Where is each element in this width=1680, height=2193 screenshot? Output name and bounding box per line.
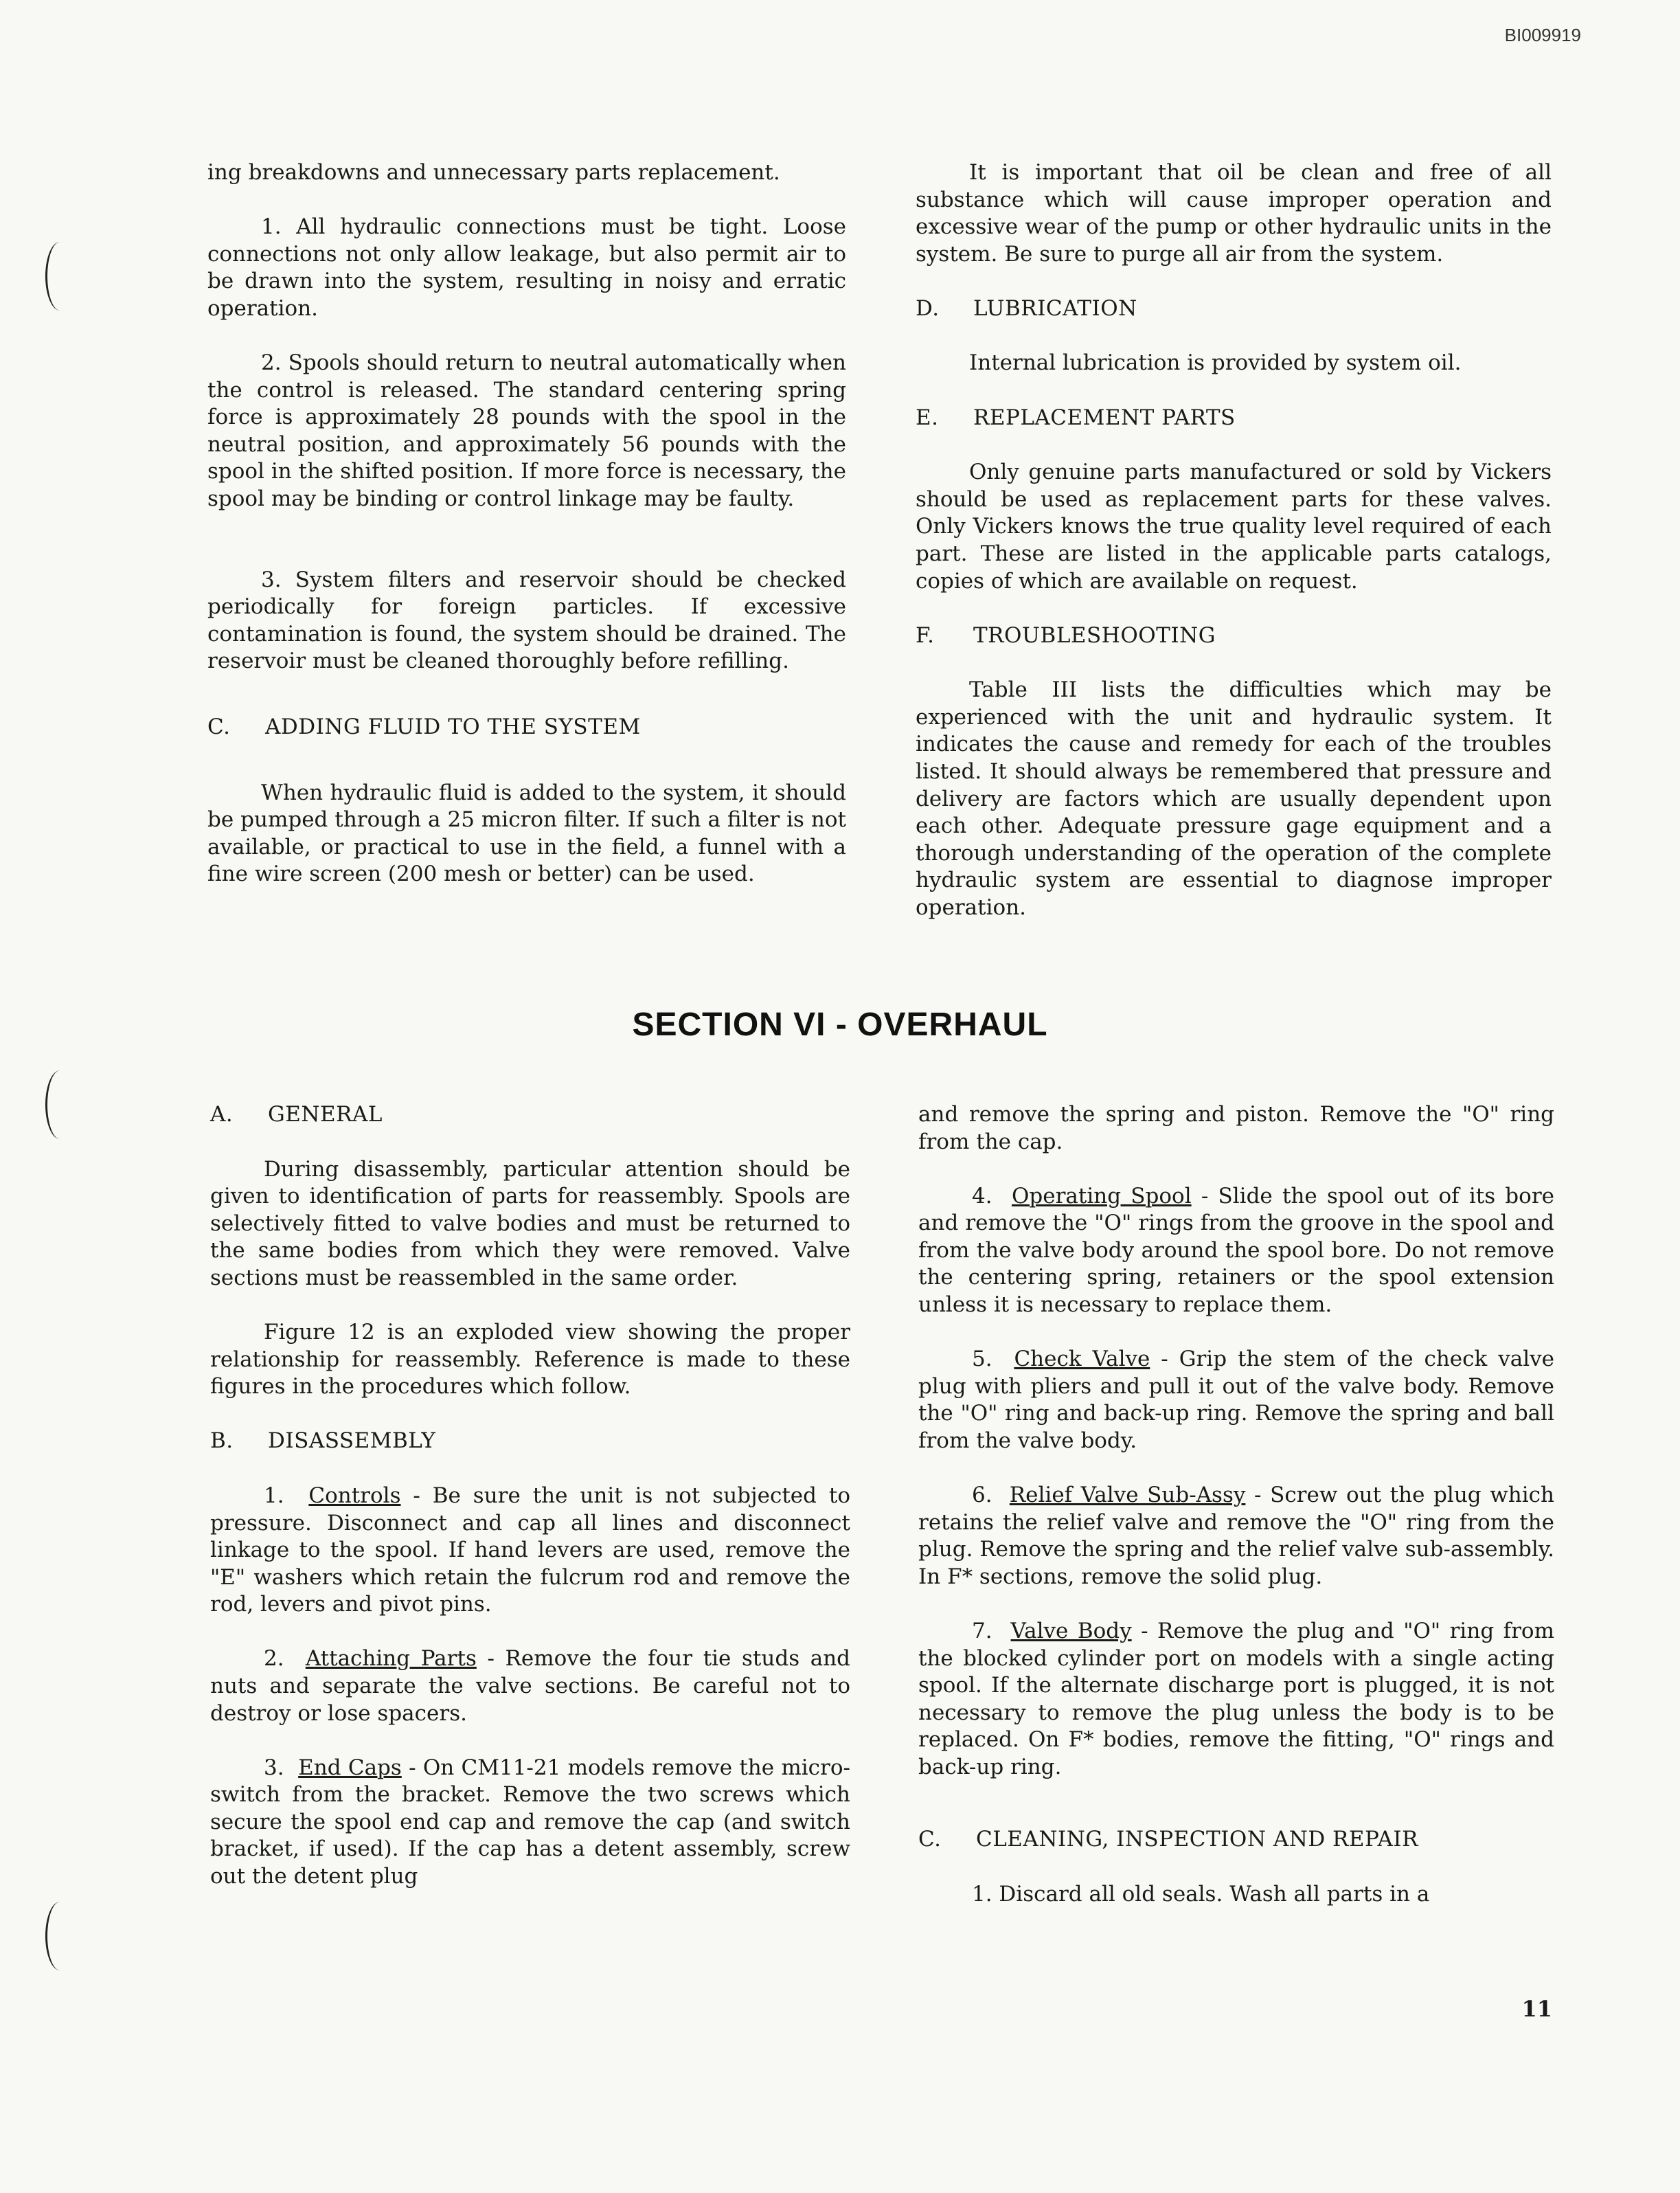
step-title: Operating Spool (1012, 1183, 1192, 1208)
subsection-heading (916, 295, 1552, 323)
procedure-step (210, 1483, 850, 1619)
step-body: - Be sure the unit is not subjected to pressure. Disconnect and cap all lines and disconnect linkage to the spool. If hand levers are used, remove the "E" washers which retain the fulcrum rod and remove the rod, levers and pivot pins. (210, 1483, 850, 1617)
subsection-title: ADDING FLUID TO THE SYSTEM (265, 714, 641, 739)
procedure-step (918, 1346, 1554, 1454)
subsection-letter: C. (918, 1827, 942, 1852)
section-title: SECTION VI - OVERHAUL (632, 1006, 1048, 1043)
subsection-title: REPLACEMENT PARTS (973, 405, 1236, 430)
column-bottom-right (918, 1101, 1554, 1935)
procedure-step (210, 1755, 850, 1891)
step-body: - Grip the stem of the check valve plug with pliers and pull it out of the valve body. Remove the "O" ring and back-up ring. Remove the spring and ball from the valve body. (918, 1347, 1554, 1453)
paragraph: During disassembly, particular attention should be given to identification of parts for reassembly. Spools are selectively fitted to valve bodies and must be returned to the same bodies from which they were removed. Valve sections must be reassembled in the same order. (210, 1156, 850, 1290)
paragraph: 2. Spools should return to neutral automatically when the control is released. The standard centering spring force is approximately 28 pounds with the spool in the neutral position, and approximately 56 pounds with the spool in the shifted position. If more force is necessary, the spool may be binding or control linkage may be faulty. (207, 350, 846, 511)
subsection-letter: F. (916, 622, 935, 648)
subsection-title: LUBRICATION (973, 295, 1137, 321)
step-title: Relief Valve Sub-Assy (1009, 1483, 1246, 1508)
subsection-heading (916, 405, 1552, 432)
step-number: 3. (264, 1755, 284, 1780)
step-title: Attaching Parts (305, 1646, 477, 1672)
paragraph: 1. Discard all old seals. Wash all parts in a (972, 1882, 1430, 1907)
step-body: - Slide the spool out of its bore and remove the "O" rings from the groove in the spool and from the valve body around the spool bore. Do not remove the centering spring, retainers or the spool extension unless it is necessary to replace them. (918, 1183, 1554, 1318)
subsection-heading (918, 1826, 1554, 1854)
subsection-heading (210, 1101, 850, 1129)
subsection-letter: B. (210, 1428, 234, 1454)
procedure-step (918, 1183, 1554, 1319)
step-body: - Screw out the plug which retains the relief valve and remove the "O" ring from the plug. Remove the spring and the relief valve sub-assembly. In F* sections, remove the solid plug. (918, 1483, 1554, 1589)
step-number: 6. (972, 1483, 992, 1508)
binder-hole-mark (45, 1902, 75, 1970)
paragraph: Internal lubrication is provided by system oil. (969, 350, 1462, 376)
step-number: 5. (972, 1347, 992, 1372)
page-number: 11 (1521, 1996, 1552, 2022)
subsection-heading (207, 714, 846, 741)
step-body: - On CM11-21 models remove the micro-switch from the bracket. Remove the two screws which secure the spool end cap and remove the cap (and switch bracket, if used). If the cap has a detent assembly, screw out the detent plug (210, 1755, 850, 1889)
step-number: 1. (264, 1483, 284, 1508)
paragraph: When hydraulic fluid is added to the system, it should be pumped through a 25 micron filter. If such a filter is not available, or practical to use in the field, a funnel with a fine wire screen (200 mesh or better) can be used. (207, 780, 846, 887)
step-number: 2. (264, 1646, 284, 1672)
subsection-heading (916, 622, 1552, 650)
paragraph: 3. System filters and reservoir should be checked periodically for foreign particles. If excessive contamination is found, the system should be drained. The reservoir must be cleaned thoroughly before refilling. (207, 567, 846, 674)
procedure-step (210, 1645, 850, 1727)
paragraph: 1. All hydraulic connections must be tight. Loose connections not only allow leakage, but also permit air to be drawn into the system, resulting in noisy and erratic operation. (207, 214, 846, 321)
subsection-title: GENERAL (268, 1102, 383, 1127)
document-id: BI009919 (1504, 25, 1581, 45)
paragraph: Figure 12 is an exploded view showing the proper relationship for reassembly. Reference is made to these figures in the procedures which follow. (210, 1320, 850, 1399)
procedure-step (918, 1618, 1554, 1781)
step-title: End Caps (298, 1755, 402, 1780)
subsection-letter: A. (210, 1102, 234, 1127)
subsection-title: DISASSEMBLY (268, 1428, 436, 1454)
paragraph: Only genuine parts manufactured or sold by Vickers should be used as replacement parts for these valves. Only Vickers knows the true quality level required of each part. These are listed in the applicable parts catalogs, copies of which are available on request. (916, 460, 1552, 594)
procedure-step (918, 1482, 1554, 1590)
step-title: Controls (308, 1483, 401, 1508)
step-title: Valve Body (1010, 1618, 1132, 1643)
binder-hole-mark (45, 1070, 75, 1139)
step-number: 4. (972, 1183, 992, 1208)
subsection-letter: C. (207, 714, 231, 739)
column-top-right (916, 159, 1552, 949)
paragraph: It is important that oil be clean and free of all substance which will cause improper operation and excessive wear of the pump or other hydraulic units in the system. Be sure to purge all air from the system. (916, 160, 1552, 267)
subsection-heading (210, 1428, 850, 1455)
subsection-title: CLEANING, INSPECTION AND REPAIR (976, 1827, 1418, 1852)
subsection-letter: D. (916, 295, 940, 321)
paragraph: ing breakdowns and unnecessary parts replacement. (207, 160, 780, 185)
step-body: - Remove the plug and "O" ring from the blocked cylinder port on models with a single acting spool. If the alternate discharge port is plugged, it is not necessary to remove the plug unless the body is to be replaced. On F* bodies, remove the fitting, "O" rings and back-up ring. (918, 1618, 1554, 1779)
subsection-letter: E. (916, 405, 939, 430)
subsection-title: TROUBLESHOOTING (973, 622, 1216, 648)
step-number: 7. (972, 1618, 992, 1643)
column-top-left (207, 159, 846, 915)
paragraph: and remove the spring and piston. Remove the "O" ring from the cap. (918, 1102, 1554, 1154)
paragraph: Table III lists the difficulties which may be experienced with the unit and hydraulic system. It indicates the cause and remedy for each of the troubles listed. It should always be remembered that pressure and delivery are factors which are usually dependent upon each other. Adequate pressure gage equipment and a thorough understanding of the operation of the complete hydraulic system are essential to diagnose improper operation. (916, 677, 1552, 920)
step-body: - Remove the four tie studs and nuts and separate the valve sections. Be careful not to destroy or lose spacers. (210, 1646, 851, 1726)
column-bottom-left (210, 1101, 850, 1918)
binder-hole-mark (45, 242, 75, 311)
step-title: Check Valve (1014, 1347, 1150, 1372)
